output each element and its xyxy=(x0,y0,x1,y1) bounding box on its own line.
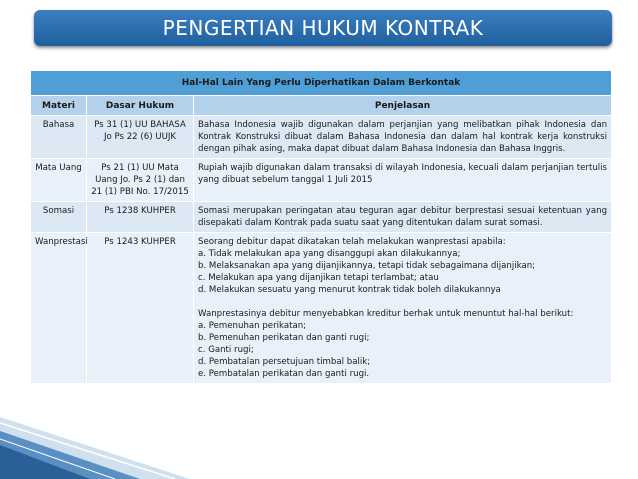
kreditur-rights-list xyxy=(198,320,607,380)
header-materi: Materi xyxy=(31,96,87,116)
list-item: d. Melakukan sesuatu yang menurut kontrak tidak boleh dilakukannya xyxy=(198,285,501,295)
table-row xyxy=(31,116,612,159)
list-item: c. Melakukan apa yang dijanjikan tetapi terlambat; atau xyxy=(198,273,439,283)
table-row xyxy=(31,202,612,233)
legal-table xyxy=(30,70,612,384)
cell-materi: Bahasa xyxy=(31,116,87,159)
cell-penjelasan: Somasi merupakan peringatan atau teguran agar debitur berprestasi sesuai ketentuan yang disepakati dalam Kontrak pada suatu saat yang ditentukan dalam surat somasi. xyxy=(194,202,612,233)
header-dasar-hukum: Dasar Hukum xyxy=(87,96,194,116)
kreditur-rights-intro: Wanprestasinya debitur menyebabkan kreditur berhak untuk menuntut hal-hal berikut: xyxy=(198,309,574,319)
cell-penjelasan: Rupiah wajib digunakan dalam transaksi di wilayah Indonesia, kecuali dalam perjanjian tertulis yang dibuat sebelum tanggal 1 Juli 2015 xyxy=(194,159,612,202)
cell-materi: Wanprestasi xyxy=(31,233,87,384)
cell-materi: Mata Uang xyxy=(31,159,87,202)
table-caption: Hal-Hal Lain Yang Perlu Diperhatikan Dalam Berkontak xyxy=(31,71,612,96)
wanprestasi-conditions-list xyxy=(198,248,607,296)
cell-materi: Somasi xyxy=(31,202,87,233)
list-item: b. Melaksanakan apa yang dijanjikannya, tetapi tidak sebagaimana dijanjikan; xyxy=(198,261,536,271)
cell-penjelasan: Bahasa Indonesia wajib digunakan dalam perjanjian yang melibatkan pihak Indonesia dan Kontrak Konstruksi dibuat dalam Bahasa Indonesia dan dalam hal kontrak kerja konstruksi dengan pihak asing, maka dapat dibuat dalam Bahasa Indonesia dan Bahasa Inggris. xyxy=(194,116,612,159)
cell-dasar-hukum: Ps 21 (1) UU Mata Uang Jo. Ps 2 (1) dan 21 (1) PBI No. 17/2015 xyxy=(87,159,194,202)
list-item: e. Pembatalan perikatan dan ganti rugi. xyxy=(198,369,370,379)
corner-decoration xyxy=(0,409,190,479)
cell-dasar-hukum: Ps 31 (1) UU BAHASA Jo Ps 22 (6) UUJK xyxy=(87,116,194,159)
cell-dasar-hukum: Ps 1243 KUHPER xyxy=(87,233,194,384)
list-item: a. Pemenuhan perikatan; xyxy=(198,321,307,331)
header-penjelasan: Penjelasan xyxy=(194,96,612,116)
cell-dasar-hukum: Ps 1238 KUHPER xyxy=(87,202,194,233)
list-item: b. Pemenuhan perikatan dan ganti rugi; xyxy=(198,333,370,343)
list-item: c. Ganti rugi; xyxy=(198,345,254,355)
slide-title: PENGERTIAN HUKUM KONTRAK xyxy=(34,10,612,46)
wanprestasi-intro: Seorang debitur dapat dikatakan telah melakukan wanprestasi apabila: xyxy=(198,237,506,247)
list-item: d. Pembatalan persetujuan timbal balik; xyxy=(198,357,371,367)
list-item: a. Tidak melakukan apa yang disanggupi akan dilakukannya; xyxy=(198,249,461,259)
table-row xyxy=(31,233,612,384)
cell-penjelasan xyxy=(194,233,612,384)
table-row xyxy=(31,159,612,202)
